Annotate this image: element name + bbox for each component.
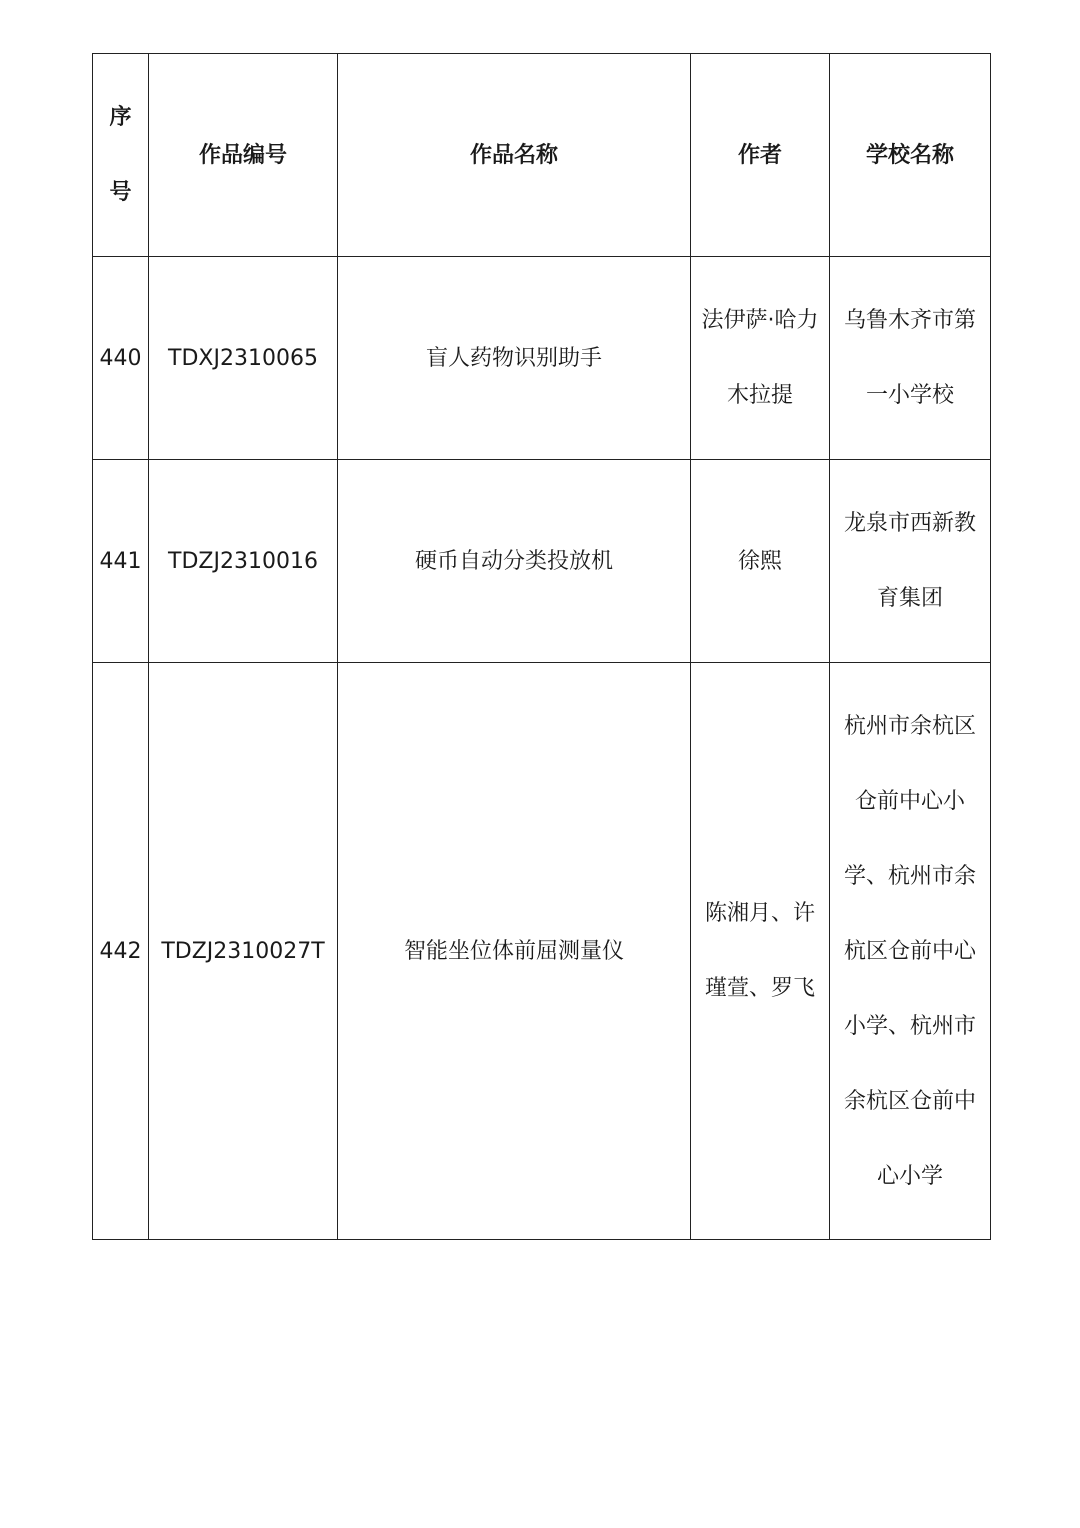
cell-author xyxy=(691,257,830,460)
author-line: 法伊萨·哈力 xyxy=(701,308,819,333)
cell-code: TDXJ2310065 xyxy=(149,257,338,460)
header-seq-line1: 序 xyxy=(109,105,132,130)
cell-title: 智能坐位体前屈测量仪 xyxy=(338,663,691,1240)
header-school: 学校名称 xyxy=(830,54,991,257)
cell-code: TDZJ2310016 xyxy=(149,460,338,663)
cell-school xyxy=(830,257,991,460)
cell-author xyxy=(691,460,830,663)
cell-title: 硬币自动分类投放机 xyxy=(338,460,691,663)
author-line: 陈湘月、许 xyxy=(704,901,815,926)
school-line: 杭州市余杭区 xyxy=(843,713,976,739)
school-line: 龙泉市西新教 xyxy=(843,511,976,536)
school-line: 一小学校 xyxy=(865,383,954,408)
school-line: 心小学 xyxy=(876,1163,943,1189)
author-line: 瑾萱、罗飞 xyxy=(704,976,815,1001)
cell-author xyxy=(691,663,830,1240)
author-line: 徐熙 xyxy=(737,548,782,574)
header-seq-line2: 号 xyxy=(109,180,132,205)
cell-seq: 441 xyxy=(93,460,149,663)
school-line: 杭区仓前中心 xyxy=(843,938,976,964)
table-row xyxy=(93,460,991,663)
header-seq xyxy=(93,54,149,257)
cell-title: 盲人药物识别助手 xyxy=(338,257,691,460)
school-line: 学、杭州市余 xyxy=(843,863,976,889)
school-line: 仓前中心小 xyxy=(854,788,965,814)
table-row xyxy=(93,663,991,1240)
school-line: 乌鲁木齐市第 xyxy=(843,308,976,333)
header-author: 作者 xyxy=(691,54,830,257)
cell-seq: 440 xyxy=(93,257,149,460)
header-title: 作品名称 xyxy=(338,54,691,257)
school-line: 育集团 xyxy=(876,586,943,611)
cell-seq: 442 xyxy=(93,663,149,1240)
cell-code: TDZJ2310027T xyxy=(149,663,338,1240)
school-line: 余杭区仓前中 xyxy=(843,1088,976,1114)
table-header-row xyxy=(93,54,991,257)
cell-school xyxy=(830,663,991,1240)
works-table xyxy=(92,53,991,1240)
school-line: 小学、杭州市 xyxy=(843,1013,976,1039)
cell-school xyxy=(830,460,991,663)
header-code: 作品编号 xyxy=(149,54,338,257)
table-row xyxy=(93,257,991,460)
author-line: 木拉提 xyxy=(726,383,793,408)
